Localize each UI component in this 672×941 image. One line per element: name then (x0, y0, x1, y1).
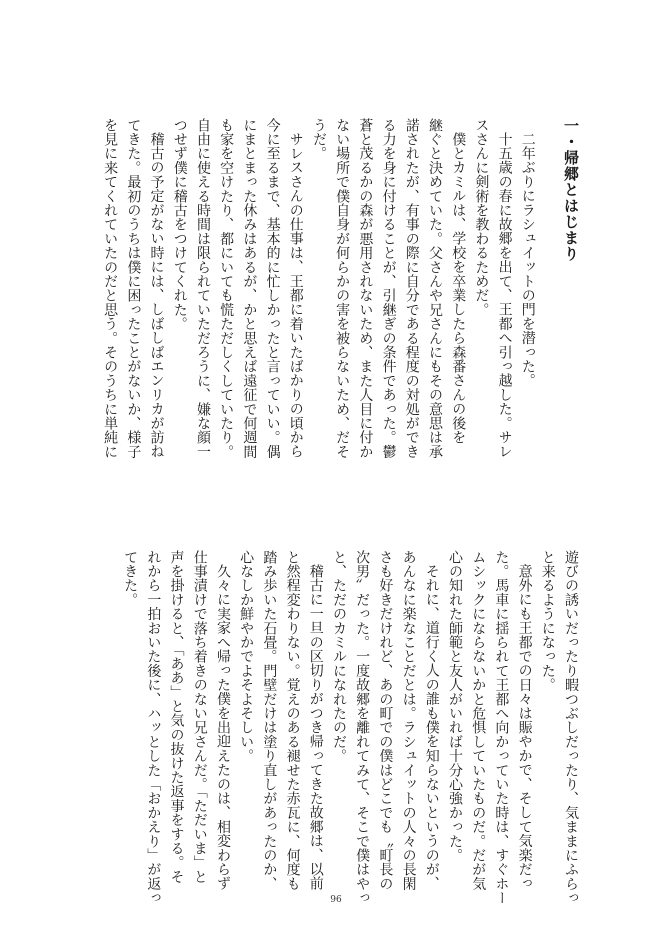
text-line: にまとまった休みはあるが、かと思えば遠征で何週間 (241, 118, 258, 459)
text-line: 自由に使える時間は限られていただろうに、嫌な顔一 (194, 118, 211, 459)
text-line: ない場所で僕自身が何らかの害を被らないため、だそ (334, 118, 351, 459)
text-line: それに、道行く人の誰も僕を知らないというのが、 (423, 564, 440, 891)
text-line: 遊びの誘いだったり暇つぶしだったり、気ままにふらっ (563, 550, 579, 905)
text-line: 仕事漬けで落ち着きのない兄さんだ。「ただいま」と (191, 550, 208, 884)
text-line: れから一拍おいた後に、ハッとした「おかえり」が返っ (145, 550, 162, 905)
text-line: 踏み歩いた石畳。門壁だけは塗り直しがあったのか、 (261, 550, 278, 891)
text-line: 心なしか鮮やかでよそよそしい。 (238, 550, 255, 763)
text-line: 次男〟だった。一度故郷を離れてみて、そこで僕はやっ (354, 550, 371, 905)
text-line: 声を掛けると、「ああ」と気の抜けた返事をする。そ (168, 550, 185, 884)
text-line: と、ただのカミルになれたのだ。 (330, 550, 347, 763)
text-line: てきた。最初のうちは僕に困ったことがないか、様子 (125, 118, 142, 459)
text-line: てきた。 (122, 550, 139, 607)
text-line: 継ぐと決めていた。父さんや兄さんにもその意思は承 (426, 118, 443, 459)
text-line: と来るようになった。 (539, 550, 556, 692)
text-line: サレスさんの仕事は、王都に着いたばかりの頃から (287, 132, 304, 459)
text-line: 二年ぶりにラシュイットの門を潜った。 (519, 132, 536, 388)
text-line: さも好きだけれど、あの町での僕はどこでも〝町長の (377, 550, 394, 891)
text-line: 今に至るまで、基本的に忙しかったと言っていい。偶 (264, 118, 281, 459)
text-line: 稽古の予定がない時には、しばしばエンリカが訪ね (148, 132, 165, 459)
text-line: 心の知れた師範と友人がいれば十分心強かった。 (446, 550, 463, 863)
text-line: つせず僕に稽古をつけてくれた。 (171, 118, 188, 331)
text-line: 十五歳の春に故郷を出て、王都へ引っ越した。サレ (496, 132, 513, 459)
text-line: 意外にも王都での日々は賑やかで、そして気楽だっ (516, 564, 533, 891)
upper-text-block (102, 118, 582, 498)
chapter-heading: 一・帰郷とはじまり (562, 118, 580, 262)
text-line: ムシックにならないかと危惧していたものだ。だが気 (470, 550, 487, 891)
text-line: た。馬車に揺られて王都へ向かっていた時は、すぐホー (493, 550, 510, 905)
text-line: うだ。 (310, 118, 327, 161)
text-line: 蒼と茂るかの森が悪用されないため、また人目に付か (357, 118, 374, 459)
text-line: 久々に実家へ帰った僕を出迎えたのは、相変わらず (214, 564, 231, 891)
text-line: あんなに楽なことだとは。ラシュイットの人々の長閑 (400, 550, 417, 891)
text-line: を見に来てくれていたのだと思う。そのうちに単純に (102, 118, 119, 459)
text-line: 諾されたが、有事の際に自分である程度の対処ができ (403, 118, 420, 459)
text-line: 僕とカミルは、学校を卒業したら森番さんの後を (450, 132, 467, 445)
text-line: る力を身に付けることが、引継ぎの条件であった。鬱 (380, 118, 397, 459)
text-line: も家を空けたり、都にいても慌ただしくしていたり。 (218, 118, 235, 459)
text-line: と然程変わりない。覚えのある褪せた赤瓦に、何度も (284, 550, 301, 891)
text-line: 稽古に一旦の区切りがつき帰ってきた故郷は、以前 (307, 564, 324, 891)
text-line: スさんに剣術を教わるためだ。 (473, 118, 490, 317)
page-number: 96 (330, 895, 342, 905)
